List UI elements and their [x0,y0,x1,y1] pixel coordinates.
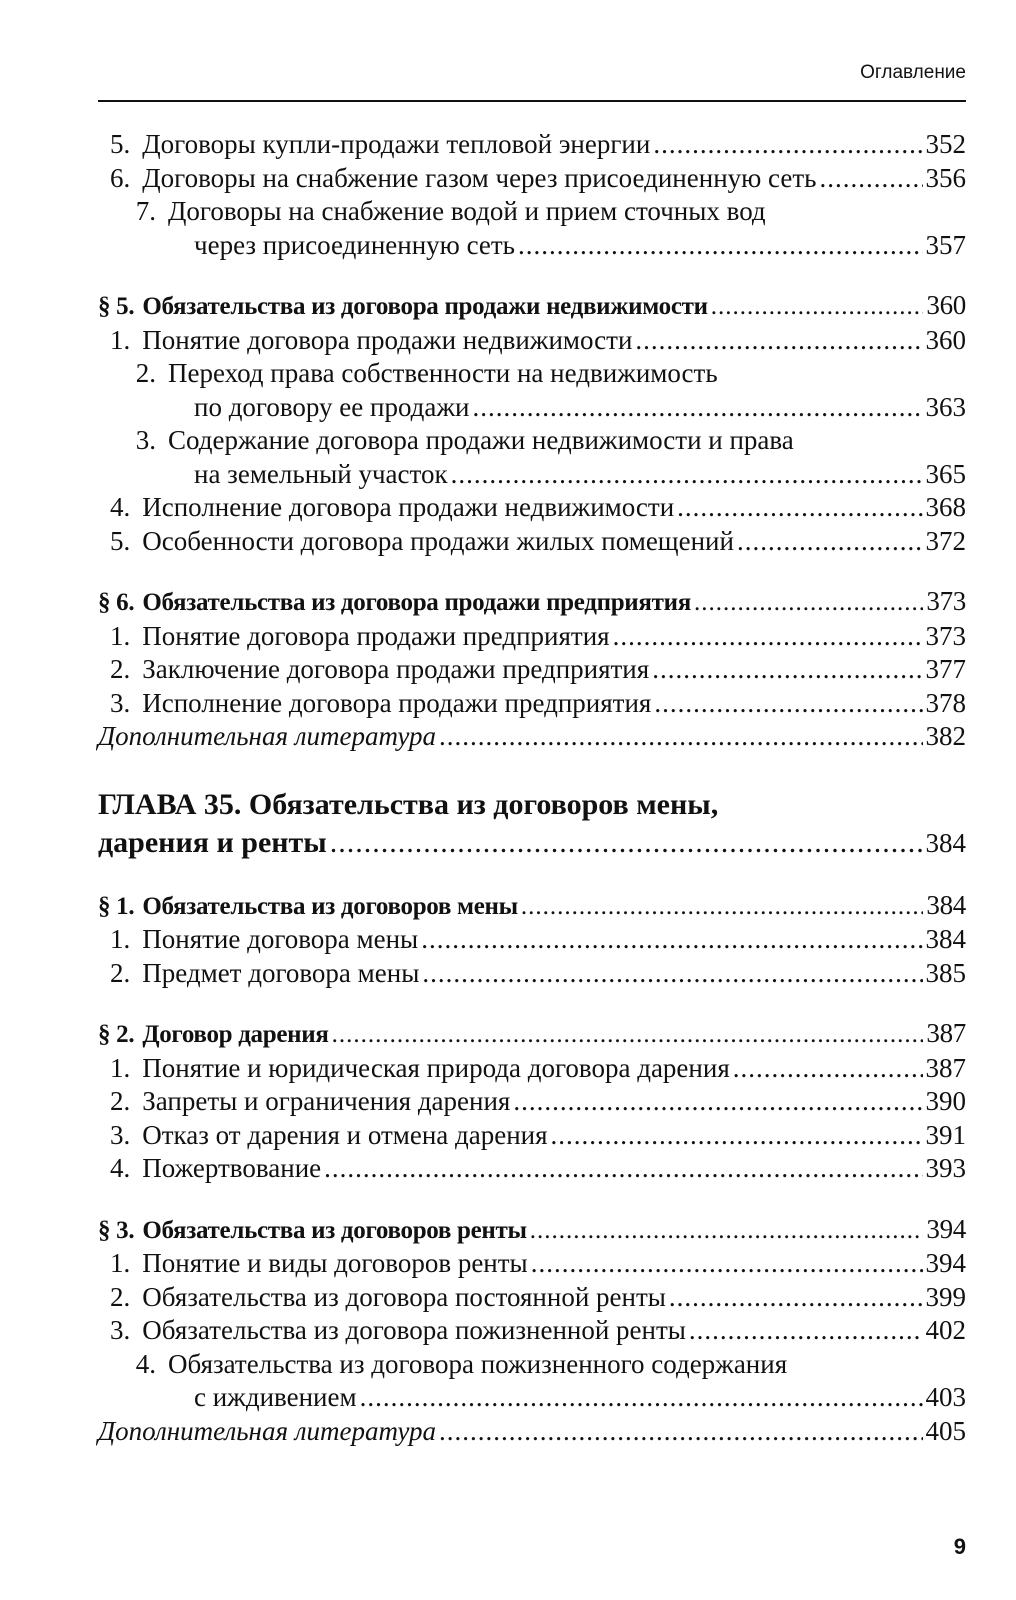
toc-item[interactable] [98,957,966,991]
toc-entry-number: 3. [110,1315,131,1345]
dot-leader [694,586,923,620]
toc-entry-title: Пожертвование [142,1153,322,1183]
dot-leader [330,824,923,862]
toc-item[interactable] [98,1152,966,1186]
toc-entry-page: 356 [925,162,966,193]
toc-item[interactable] [98,620,966,654]
toc-section[interactable] [98,1017,966,1052]
toc-item[interactable] [98,1281,966,1315]
dot-leader [518,229,923,263]
toc-entry-title: Договор дарения [142,1021,329,1048]
toc-entry-title: Обязательства из договоров ренты [142,1216,527,1244]
toc-item[interactable] [98,687,966,721]
toc-section[interactable] [98,889,966,924]
dot-leader [530,1214,924,1248]
toc-entry-title: дарения и ренты [98,825,327,859]
toc-entry-number: 1. [110,924,131,954]
toc-entry-page: 384 [926,889,966,920]
dot-leader [421,923,922,957]
toc-entry-number: 4. [110,492,131,522]
dot-leader [689,1314,923,1348]
toc-entry-number: 6. [110,162,131,193]
toc-entry-title: Понятие договора мены [142,924,419,954]
toc-entry-title: Отказ от дарения и отмена дарения [142,1119,548,1150]
dot-leader [613,620,923,654]
toc-entry-title: Дополнительная литература [98,721,436,751]
toc-entry-page: 373 [926,586,966,616]
toc-entry-title: Особенности договора продажи жилых помещений [142,525,734,556]
toc-entry-number: 3. [110,687,131,718]
toc-item[interactable] [98,1052,966,1086]
dot-leader [737,525,923,559]
toc-entry-number: § 2. [98,1021,135,1048]
toc-entry-title: Понятие договора продажи предприятия [142,620,610,651]
toc-section[interactable] [98,585,966,620]
dot-leader [473,391,923,425]
toc-item[interactable] [98,653,966,687]
dot-leader [653,128,922,162]
toc-item[interactable] [98,525,966,559]
dot-leader [677,491,922,525]
toc-entry-title: Обязательства из договора пожизненного содержания [168,1348,788,1379]
toc-entry-page: 387 [925,1052,966,1083]
toc-entry-number: 2. [110,1281,131,1312]
toc-entry-title: Исполнение договора продажи предприятия [142,687,652,718]
toc-entry-title: Договоры на снабжение газом через присоединенную сеть [142,162,817,193]
toc-item-continuation[interactable] [98,391,966,425]
toc-item[interactable] [98,128,966,162]
toc-entry-title: Понятие и юридическая природа договора дарения [142,1052,730,1083]
toc-entry-page: 372 [925,525,966,556]
toc-entry-number: 3. [135,425,156,455]
dot-leader [635,324,922,358]
toc-entry-title: ГЛАВА 35. Обязательства из договоров мены, [98,787,719,821]
toc-chapter-heading[interactable] [98,786,966,824]
toc-item[interactable] [98,424,966,458]
toc-item[interactable] [98,324,966,358]
toc-entry-title: Запреты и ограничения дарения [142,1086,511,1116]
toc-entry-title: Исполнение договора продажи недвижимости [142,492,675,522]
toc-entry-page: 360 [926,290,966,320]
dot-leader [439,720,923,754]
toc-entry-number: 1. [110,620,131,651]
toc-section[interactable] [98,289,966,324]
toc-entry-page: 391 [925,1119,966,1150]
toc-entry-number: 4. [135,1348,156,1379]
toc-entry-page: 394 [926,1213,966,1244]
toc-entry-title: Обязательства из договоров мены [142,892,518,920]
toc-entry-title: Предмет договора мены [142,957,420,988]
toc-item-continuation[interactable] [98,458,966,492]
dot-leader [669,1281,923,1315]
toc-entry-title: через присоединенную сеть [194,229,515,260]
toc-entry-title: Договоры купли-продажи тепловой энергии [142,129,651,159]
toc-entry-title: Переход права собственности на недвижимость [168,358,718,388]
toc-entry-title: Дополнительная литература [98,1415,436,1446]
toc-entry-number: 2. [110,654,131,684]
dot-leader [652,653,922,687]
toc-section[interactable] [98,1213,966,1248]
dot-leader [531,1247,923,1281]
toc-entry-page: 403 [925,1382,966,1412]
dot-leader [711,290,924,324]
toc-entry-number: 1. [110,1248,131,1278]
toc-entry-title: Договоры на снабжение водой и прием сточных вод [168,196,766,226]
toc-entry-number: § 1. [98,892,135,920]
toc-entry-page: 368 [925,492,966,522]
toc-entry-title: с иждивением [194,1382,357,1412]
toc-item[interactable] [98,1247,966,1281]
toc-entry-page: 390 [925,1086,966,1116]
toc-entry-page: 378 [925,687,966,718]
toc-entry-title: Обязательства из договора продажи предприятия [142,589,691,616]
toc-entry-number: 2. [135,358,156,388]
dot-leader [422,957,922,991]
toc-entry-page: 387 [926,1018,966,1048]
running-head: Оглавление [860,62,966,83]
toc-entry-number: 1. [110,324,131,355]
toc-entry-title: Обязательства из договора постоянной ренты [142,1281,666,1312]
toc-entry-page: 365 [925,458,966,489]
toc-item[interactable] [98,1348,966,1382]
toc-entry-title: Содержание договора продажи недвижимости и права [168,425,794,455]
toc-entry-number: 7. [135,196,156,226]
toc-entry-number: 2. [110,957,131,988]
dot-leader [451,458,923,492]
toc-item-continuation[interactable] [98,1381,966,1415]
toc-entry-number: 4. [110,1153,131,1183]
toc-entry-page: 393 [925,1153,966,1183]
toc-item-continuation[interactable] [98,229,966,263]
toc-entry-number: § 5. [98,293,135,320]
toc-further-reading[interactable] [98,1415,966,1449]
toc-entry-page: 382 [925,721,966,751]
dot-leader [733,1052,923,1086]
toc-item[interactable] [98,195,966,229]
toc-entry-page: 385 [925,957,966,988]
toc-item[interactable] [98,162,966,196]
toc-entry-page: 402 [925,1315,966,1345]
toc-entry-page: 363 [925,391,966,422]
toc-entry-number: § 3. [98,1216,135,1244]
page-number: 9 [953,1534,966,1559]
toc-entry-number: 1. [110,1052,131,1083]
toc-item[interactable] [98,1085,966,1119]
toc-entry-page: 360 [925,324,966,355]
toc-entry-number: 5. [110,129,131,159]
toc-entry-page: 399 [925,1281,966,1312]
dot-leader [521,890,924,924]
toc-entry-title: Заключение договора продажи предприятия [142,654,650,684]
toc-entry-number: § 6. [98,589,135,616]
toc-item[interactable] [98,491,966,525]
toc-item[interactable] [98,1119,966,1153]
toc-chapter-heading[interactable] [98,824,966,862]
toc-entry-title: по договору ее продажи [194,391,470,422]
dot-leader [654,687,922,721]
toc-item[interactable] [98,357,966,391]
dot-leader [324,1152,922,1186]
toc-entry-page: 384 [925,924,966,954]
toc-item[interactable] [98,1314,966,1348]
toc-entry-title: Обязательства из договора пожизненной ренты [142,1315,686,1345]
toc-entry-page: 377 [925,654,966,684]
toc-further-reading[interactable] [98,720,966,754]
toc-entry-title: на земельный участок [194,458,448,489]
dot-leader [551,1119,923,1153]
toc-entry-page: 405 [925,1415,966,1446]
dot-leader [332,1018,924,1052]
toc-entry-page: 352 [925,129,966,159]
header-rule [98,100,966,102]
toc-entry-page: 384 [925,827,966,858]
toc-entry-title: Понятие договора продажи недвижимости [142,324,633,355]
toc-item[interactable] [98,923,966,957]
toc-entry-page: 373 [925,620,966,651]
toc-entry-number: 5. [110,525,131,556]
dot-leader [513,1085,922,1119]
dot-leader [439,1415,923,1449]
toc-entry-number: 2. [110,1086,131,1116]
dot-leader [819,162,922,196]
toc-entry-page: 394 [925,1248,966,1278]
toc-entry-number: 3. [110,1119,131,1150]
table-of-contents [98,128,966,1448]
toc-entry-page: 357 [925,229,966,260]
toc-entry-title: Обязательства из договора продажи недвижимости [142,293,708,320]
toc-entry-title: Понятие и виды договоров ренты [142,1248,528,1278]
dot-leader [360,1381,923,1415]
